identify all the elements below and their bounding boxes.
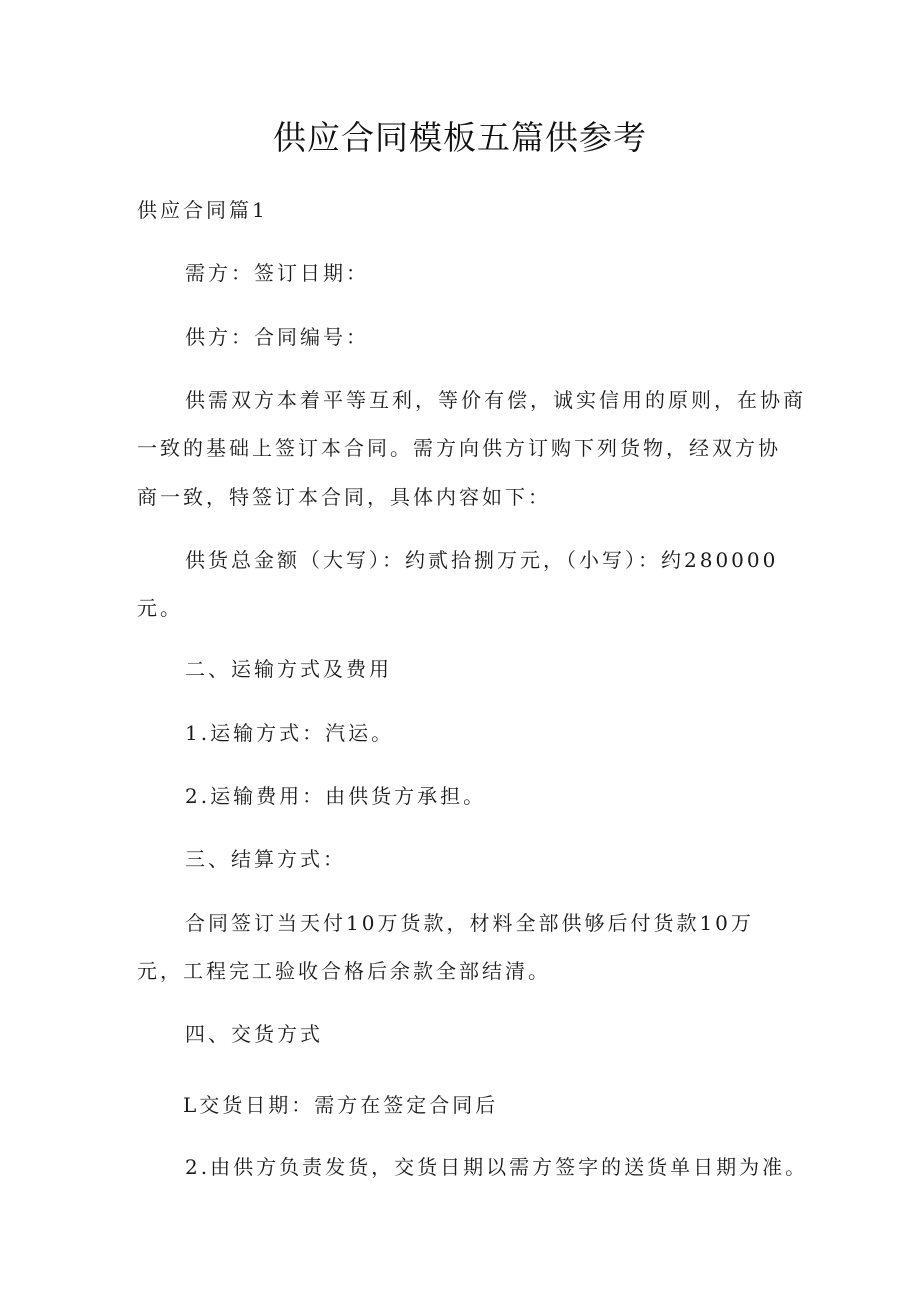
amount-paragraph-line-1: 供货总金额（大写）：约贰拾捌万元，（小写）：约280000 [185, 548, 779, 572]
transport-item-1: 1.运输方式：汽运。 [185, 721, 395, 745]
settlement-heading: 三、结算方式： [185, 847, 346, 871]
delivery-item-2: 2.由供方负责发货，交货日期以需方签字的送货单日期为准。 [185, 1155, 809, 1179]
intro-paragraph-line-2: 一致的基础上签订本合同。需方向供方订购下列货物，经双方协 [137, 436, 781, 460]
delivery-heading: 四、交货方式 [185, 1022, 323, 1046]
settlement-paragraph-line-1: 合同签订当天付10万货款，材料全部供够后付货款10万 [185, 911, 754, 935]
buyer-line: 需方：签订日期： [185, 261, 369, 285]
intro-paragraph-line-1: 供需双方本着平等互利，等价有偿，诚实信用的原则，在协商 [185, 388, 806, 412]
section-heading: 供应合同篇1 [137, 198, 268, 222]
document-title: 供应合同模板五篇供参考 [273, 118, 647, 157]
transport-item-2: 2.运输费用：由供货方承担。 [185, 784, 487, 808]
intro-paragraph-line-3: 商一致，特签订本合同，具体内容如下： [137, 485, 551, 509]
delivery-item-1: L交货日期：需方在签定合同后 [183, 1093, 499, 1117]
transport-heading: 二、运输方式及费用 [185, 657, 392, 681]
amount-paragraph-line-2: 元。 [137, 596, 183, 620]
supplier-line: 供方：合同编号： [185, 325, 369, 349]
settlement-paragraph-line-2: 元，工程完工验收合格后余款全部结清。 [137, 959, 551, 983]
